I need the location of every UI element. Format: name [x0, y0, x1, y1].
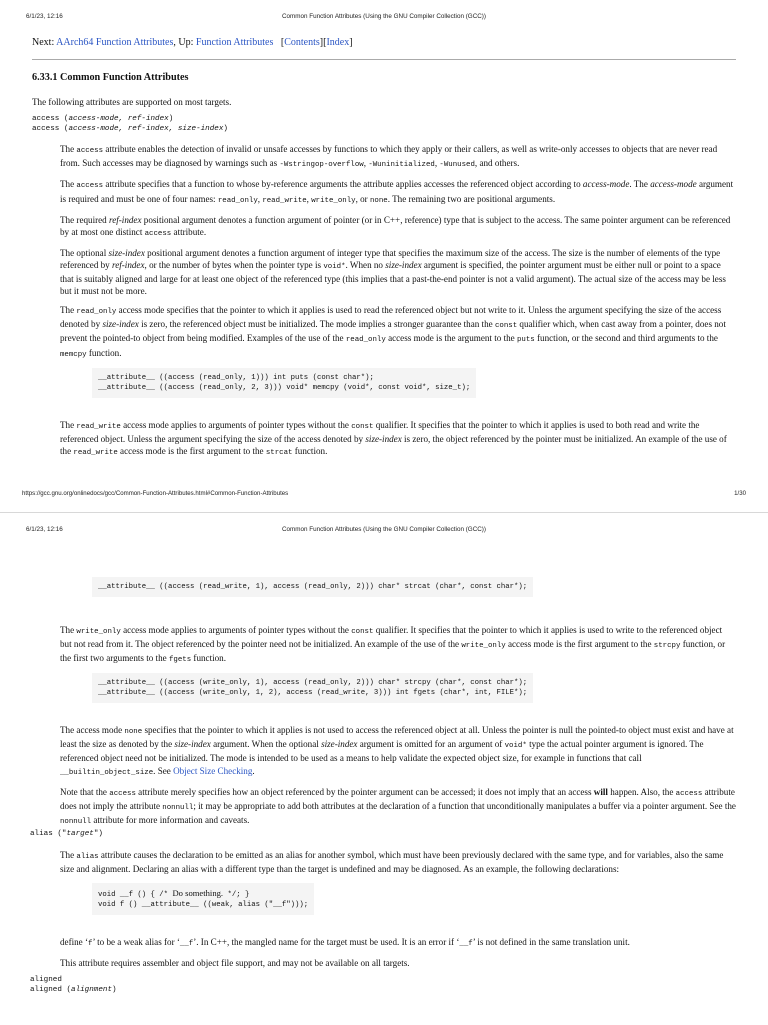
print-date: 6/1/23, 12:16 — [26, 13, 63, 20]
access-paragraph-1: The access attribute enables the detection of invalid or unsafe accesses by functions to which they apply or their callers, as well as write-only accesses to objects that are never read from. Such accesses may be diagnosed by warnings such as -Wstringop-overflow, -Wuninitialized, -Wunused, and others. — [60, 144, 718, 170]
index-link[interactable]: Index — [326, 37, 350, 48]
section-title: 6.33.1 Common Function Attributes — [32, 72, 189, 83]
print-title: Common Function Attributes (Using the GNU Compiler Collection (GCC)) — [281, 13, 486, 20]
nav-bar: Next: AArch64 Function Attributes, Up: Function Attributes [Contents][Index] — [32, 37, 353, 48]
next-link[interactable]: AArch64 Function Attributes — [56, 37, 174, 48]
pdf-page-1 — [0, 0, 768, 512]
page-header — [26, 13, 742, 25]
alias-definition: alias ("target") — [30, 829, 103, 838]
intro-text: The following attributes are supported on most targets. — [32, 97, 232, 107]
alias-paragraph-2: define ‘f’ to be a weak alias for ‘__f’. In C++, the mangled name for the target must be used. It is an error if ‘__f’ is not defined in the same translation unit. — [60, 936, 630, 948]
print-url: https://gcc.gnu.org/onlinedocs/gcc/Common-Function-Attributes.html#Common-Function-Attributes — [22, 490, 289, 497]
none-mode-paragraph: The access mode none specifies that the pointer to which it applies is not used to access the referenced object at all. Unless the pointer is null the pointed-to object must exist and have at least the size as denoted by the size-index argument. When the optional size-index argument is omitted for an argument of void* type the actual pointer argument is ignored. The referenced object need not be initialized. The mode is intended to be used as a means to help validate the expected object size, for example in functions that call __builtin_object_size. See Object Size Checking. — [60, 725, 734, 777]
read-write-example: __attribute__ ((access (read_write, 1), access (read_only, 2))) char* strcat (char*, const char*); — [92, 577, 533, 597]
read-write-paragraph: The read_write access mode applies to arguments of pointer types without the const qualifier. It specifies that the pointer to which it applies is used to both read and write the referenced object. Unless the argument specifying the size of the access denoted by size-index is zero, the object referenced by the pointer must be initialized. An example of the use of the read_write access mode is the first argument to the strcat function. — [60, 419, 727, 457]
write-only-example: __attribute__ ((access (write_only, 1), access (read_only, 2))) char* strcpy (char*, const char*); __attribute__ ((access (write_only, 1, 2), access (read_write, 3))) int fgets (char*, int, FILE*); — [92, 673, 533, 703]
page-header-2 — [26, 526, 742, 538]
print-date-2: 6/1/23, 12:16 — [26, 526, 63, 533]
read-only-example: __attribute__ ((access (read_only, 1))) int puts (const char*); __attribute__ ((access (read_only, 2, 3))) void* memcpy (void*, const void*, size_t); — [92, 368, 476, 398]
note-paragraph: Note that the access attribute merely specifies how an object referenced by the pointer argument can be accessed; it does not imply that an access will happen. Also, the access attribute does not imply the attribute nonnull; it may be appropriate to add both attributes at the declaration of a function that unconditionally manipulates a buffer via a pointer argument. See the nonnull attribute for more information and caveats. — [60, 786, 736, 826]
next-label: Next: — [32, 37, 55, 48]
print-title-2: Common Function Attributes (Using the GNU Compiler Collection (GCC)) — [281, 526, 486, 533]
aligned-definition: aligned aligned (alignment) — [30, 975, 117, 994]
pdf-page-2 — [0, 512, 768, 1025]
alias-paragraph-3: This attribute requires assembler and object file support, and may not be available on all targets. — [60, 957, 410, 968]
access-paragraph-2: The access attribute specifies that a function to whose by-reference arguments the attribute applies accesses the referenced object according to access-mode. The access-mode argument is required and must be one of four names: read_only, read_write, write_only, or none. The remaining two are positional arguments. — [60, 179, 734, 205]
page-1-content — [32, 36, 736, 466]
access-paragraph-4: The optional size-index positional argument denotes a function argument of integer type that specifies the maximum size of the access. The size is the number of elements of the type referenced by ref-index, or the number of bytes when the pointer type is void*. When no size-index argument is specified, the pointer argument must be either null or point to a space that is suitably aligned and large for at least one object of the referenced type (this implies that a past-the-end pointer is not a valid argument). The actual size of the access may be less but it must not be more. — [60, 247, 726, 297]
page-number: 1/30 — [734, 490, 746, 497]
page-footer — [22, 490, 746, 502]
divider — [32, 59, 736, 60]
read-only-paragraph: The read_only access mode specifies that the pointer to which it applies is used to read the referenced object but not write to it. Unless the argument specifying the size of the access denoted by size-index is zero, the referenced object must be initialized. The mode implies a stronger guarantee than the const qualifier which, when cast away from a pointer, does not prevent the pointed-to object from being modified. Examples of the use of the read_only access mode is the argument to the puts function, or the second and third arguments to the memcpy function. — [60, 305, 726, 359]
write-only-paragraph: The write_only access mode applies to arguments of pointer types without the const qualifier. It specifies that the pointer to which it applies is used to write to the referenced object but not read from it. The object referenced by the pointer need not be initialized. An example of the use of the write_only access mode is the first argument to the strcpy function, or the first two arguments to the fgets function. — [60, 625, 726, 665]
up-label: , Up: — [173, 37, 194, 48]
access-paragraph-3: The required ref-index positional argument denotes a function argument of pointer (or in C++, reference) type that is subject to the access. The same pointer argument can be referenced by at most one distinct access attribute. — [60, 214, 731, 238]
alias-paragraph: The alias attribute causes the declaration to be emitted as an alias for another symbol, which must have been previously declared with the same type, and for variables, also the same size and alignment. Declaring an alias with a different type than the target is undefined and may be diagnosed. As an example, the following declarations: — [60, 849, 724, 874]
alias-example: void __f () { /* Do something. */; } void f () __attribute__ ((weak, alias ("__f"))); — [92, 883, 314, 915]
access-definition: access (access-mode, ref-index) access (access-mode, ref-index, size-index) — [32, 115, 228, 133]
up-link[interactable]: Function Attributes — [195, 37, 274, 48]
object-size-checking-link[interactable]: Object Size Checking — [173, 765, 253, 776]
contents-link[interactable]: Contents — [284, 37, 320, 48]
page-2-content — [32, 575, 736, 1004]
